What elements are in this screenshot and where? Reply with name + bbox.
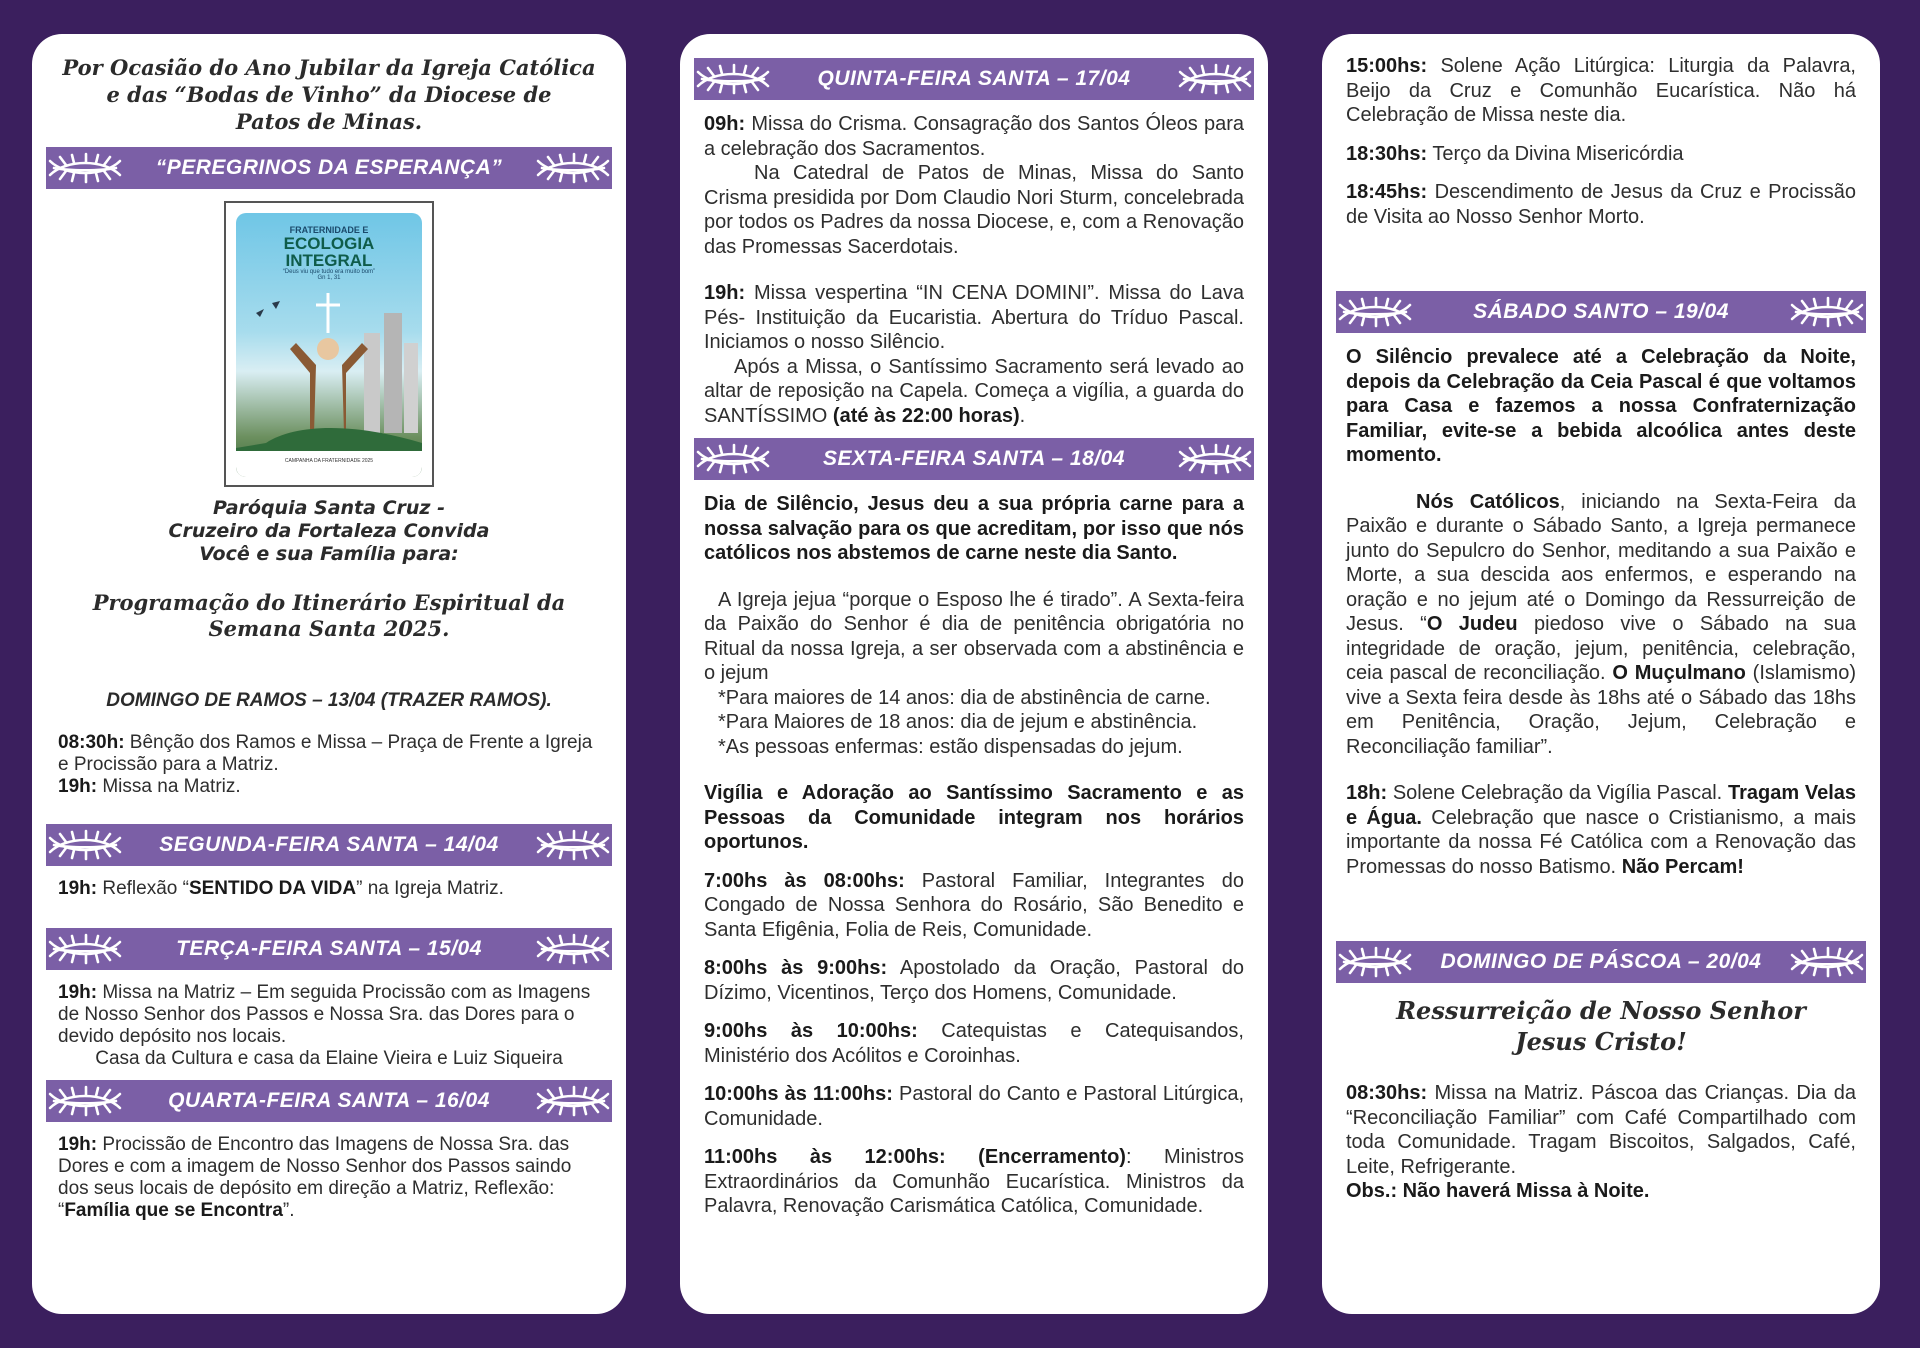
sexta-continued — [1336, 48, 1866, 229]
paragraph — [704, 281, 1244, 355]
schedule-entry — [704, 1019, 1244, 1068]
schedule-entry — [704, 1145, 1244, 1219]
paragraph: Na Catedral de Patos de Minas, Missa do Santo Crisma presidida por Dom Claudio Nori Sturm, concelebrada por todos os Padres da nossa Diocese, e, com a Renovação das Promessas Sacerdotais. — [704, 162, 1244, 258]
domingo-content — [1336, 1081, 1866, 1204]
banner-quarta — [46, 1080, 612, 1122]
headline-line: Ressurreição de Nosso Senhor — [1396, 996, 1806, 1025]
saint-francis-illustration — [236, 273, 422, 473]
entry-time: 08:30h: — [58, 732, 125, 753]
entry-text: Bênção dos Ramos e Missa – Praça de Frente a Igreja e Procissão para a Matriz. — [58, 732, 593, 775]
poster-title: ECOLOGIA — [283, 234, 375, 253]
poster-title: INTEGRAL — [285, 251, 373, 270]
panel-right — [1322, 34, 1880, 1314]
entry-text: Missa na Matriz. Páscoa das Crianças. Dia da “Reconciliação Familiar” com Café Compartilhado com toda Comunidade. Tragam Biscoitos, Salgados, Café, Leite, Refrigerante. — [1346, 1082, 1856, 1178]
sexta-intro: Dia de Silêncio, Jesus deu a sua própria carne para a nossa salvação para os que acreditam, por isso que nós católicos nos abstemos de carne neste dia Santo. — [704, 493, 1244, 564]
schedule-entry — [58, 776, 600, 798]
observation-note: Obs.: Não haverá Missa à Noite. — [1346, 1180, 1650, 1202]
crown-of-thorns-icon — [1336, 295, 1414, 329]
entry-text: Solene Ação Litúrgica: Liturgia da Palavra, Beijo da Cruz e Comunhão Eucarística. Não há Celebração de Missa neste dia. — [1346, 55, 1856, 126]
program-heading — [46, 590, 612, 642]
banner-sexta — [694, 438, 1254, 480]
crown-of-thorns-icon — [46, 828, 124, 862]
banner-title: DOMINGO DE PÁSCOA – 20/04 — [1440, 950, 1762, 973]
entry-text: Catequistas e Catequisandos, Ministério dos Acólitos e Coroinhas. — [704, 1020, 1244, 1067]
entry-bold: Nós Católicos — [1416, 490, 1560, 513]
entry-text: Apostolado da Oração, Pastoral do Dízimo, Vicentinos, Terço dos Homens, Comunidade. — [704, 957, 1244, 1004]
entry-text: Procissão de Encontro das Imagens de Nossa Sra. das Dores e com a imagem de Nosso Senhor dos Passos saindo dos seus locais de depósito em direção a Matriz, Reflexão: “ — [58, 1134, 572, 1221]
program-line: Programação do Itinerário Espiritual da — [92, 590, 566, 615]
entry-text: Solene Celebração da Vigília Pascal. — [1387, 782, 1728, 804]
entry-text: . — [1019, 404, 1026, 427]
entry-bold: O Judeu — [1426, 613, 1518, 635]
intro-line: e das “Bodas de Vinho” da Diocese de — [106, 82, 552, 107]
paragraph — [704, 112, 1244, 161]
banner-quinta — [694, 58, 1254, 100]
schedule-entry — [1346, 54, 1856, 128]
entry-text: Missa na Matriz – Em seguida Procissão com as Imagens de Nosso Senhor dos Passos e Nossa Sra. das Dores para o devido depósito nos locais. — [58, 982, 591, 1047]
parish-line: Você e sua Família para: — [199, 543, 459, 565]
entry-text: ”. — [282, 1200, 295, 1221]
entry-text: Pastoral do Canto e Pastoral Litúrgica, Comunidade. — [704, 1083, 1244, 1130]
banner-terca — [46, 928, 612, 970]
entry-text: Pastoral Familiar, Integrantes do Congado de Nossa Senhora do Rosário, São Benedito e Santa Efigênia, Folia de Reis, Comunidade. — [704, 869, 1244, 941]
entry-text: Reflexão “ — [97, 878, 189, 899]
entry-time: 10:00hs às 11:00hs: — [704, 1083, 893, 1105]
schedule-entry — [1346, 142, 1856, 167]
crown-of-thorns-icon — [534, 932, 612, 966]
banner-peregrinos — [46, 147, 612, 189]
poster-artwork — [236, 213, 422, 477]
schedule-entry — [58, 732, 600, 776]
crown-of-thorns-icon — [1788, 945, 1866, 979]
banner-sabado — [1336, 291, 1866, 333]
banner-segunda — [46, 824, 612, 866]
entry-bold: SENTIDO DA VIDA — [188, 878, 357, 899]
entry-bold: (até às 22:00 horas) — [832, 404, 1020, 427]
entry-text: Descendimento de Jesus da Cruz e Procissão de Visita ao Nosso Senhor Morto. — [1346, 181, 1856, 228]
entry-time: 09h: — [704, 113, 746, 135]
entry-text: piedoso vive o Sábado na sua integridade de oração, jejum, penitência, celebração, ceia pascal de reconciliação. — [1346, 613, 1856, 684]
panel-middle — [680, 34, 1268, 1314]
entry-time: 18h: — [1346, 782, 1388, 804]
entry-text: ” na Igreja Matriz. — [356, 878, 504, 899]
entry-time: 9:00hs às 10:00hs: — [704, 1020, 918, 1042]
rule-item: *Para Maiores de 18 anos: dia de jejum e abstinência. — [718, 711, 1198, 733]
schedule-entry — [704, 956, 1244, 1005]
crown-of-thorns-icon — [694, 442, 772, 476]
campaign-poster — [224, 201, 434, 487]
entry-time: 19h: — [58, 982, 98, 1003]
entry-text: , iniciando na Sexta-Feira da Paixão e durante o Sábado Santo, a Igreja permanece junto do Sepulcro do Senhor, meditando a sua Paixão e Morte, a sua descida aos enfermos, e esperando na oração e no jejum até o Domingo da Ressurreição de Jesus. “ — [1346, 490, 1857, 635]
entry-time: 19h: — [58, 878, 98, 899]
sexta-content — [694, 492, 1254, 1219]
entry-bold: Tragam Velas e Água. — [1346, 782, 1856, 829]
schedule-entry — [704, 869, 1244, 943]
crown-of-thorns-icon — [694, 62, 772, 96]
entry-time: 19h: — [58, 776, 98, 797]
panel-left — [32, 34, 626, 1314]
ramos-schedule — [46, 732, 612, 798]
quarta-entry — [46, 1134, 612, 1222]
entry-text: : Ministros Extraordinários da Comunhão Eucarística. Ministros da Palavra, Renovação Carismática Católica, Comunidade. — [704, 1146, 1244, 1217]
poster-ref: Gn 1, 31 — [317, 275, 341, 281]
entry-time: 8:00hs às 9:00hs: — [704, 957, 888, 979]
crown-of-thorns-icon — [1176, 442, 1254, 476]
entry-text: Missa na Matriz. — [97, 776, 241, 797]
crown-of-thorns-icon — [534, 1084, 612, 1118]
banner-title: SEGUNDA-FEIRA SANTA – 14/04 — [159, 833, 499, 856]
entry-text: Após a Missa, o Santíssimo Sacramento será levado ao altar de reposição na Capela. Começa a vigília, a guarda do SANTÍSSIMO — [704, 355, 1244, 427]
entry-time: 11:00hs às 12:00hs: (Encerramento) — [704, 1146, 1126, 1168]
entry-time: 7:00hs às 08:00hs: — [704, 869, 905, 892]
crown-of-thorns-icon — [46, 932, 124, 966]
banner-title: SEXTA-FEIRA SANTA – 18/04 — [823, 447, 1125, 470]
entry-time: 18:45hs: — [1346, 181, 1428, 203]
entry-text: Celebração que nasce o Cristianismo, a mais importante da nossa Fé Católica com a Renovação das Promessas do nosso Batismo. — [1346, 806, 1856, 878]
entry-time: 08:30hs: — [1346, 1082, 1428, 1104]
domingo-ramos-title: DOMINGO DE RAMOS – 13/04 (TRAZER RAMOS). — [106, 690, 552, 711]
entry-bold: Família que se Encontra — [64, 1200, 283, 1221]
poster-quote: “Deus viu que tudo era muito bom” — [282, 269, 376, 275]
entry-time: 15:00hs: — [1346, 55, 1428, 77]
entry-bold: O Muçulmano — [1612, 662, 1746, 684]
quinta-content — [694, 112, 1254, 428]
entry-time: 19h: — [58, 1134, 98, 1155]
parish-line: Paróquia Santa Cruz - — [213, 497, 445, 519]
crown-of-thorns-icon — [46, 1084, 124, 1118]
entry-text: (Islamismo) vive a Sexta feira desde às 18hs até o Sábado das 18hs em Penitência, Oração, Jejum, Celebração e Reconciliação familiar”. — [1346, 662, 1856, 758]
schedule-entry — [1346, 1081, 1856, 1179]
crown-of-thorns-icon — [1336, 945, 1414, 979]
parish-line: Cruzeiro da Fortaleza Convida — [168, 520, 490, 542]
poster-line: FRATERNIDADE E — [289, 225, 369, 235]
intro-heading — [46, 54, 612, 135]
vigilia-note: Vigília e Adoração ao Santíssimo Sacramento e as Pessoas da Comunidade integram nos horários oportunos. — [704, 782, 1244, 853]
banner-title: “PEREGRINOS DA ESPERANÇA” — [155, 156, 503, 179]
entry-text: Missa vespertina “IN CENA DOMINI”. Missa do Lava Pés- Instituição da Eucaristia. Abertura do Tríduo Pascal. Iniciamos o nosso Silêncio. — [704, 282, 1244, 353]
headline-line: Jesus Cristo! — [1515, 1027, 1687, 1056]
program-line: Semana Santa 2025. — [208, 616, 450, 641]
banner-title: QUARTA-FEIRA SANTA – 16/04 — [168, 1089, 490, 1112]
segunda-entry — [46, 878, 612, 900]
parish-invite — [46, 497, 612, 566]
intro-line: Patos de Minas. — [235, 109, 423, 134]
terca-places: Casa da Cultura e casa da Elaine Vieira e Luiz Siqueira — [95, 1048, 563, 1069]
banner-title: QUINTA-FEIRA SANTA – 17/04 — [817, 67, 1131, 90]
paragraph — [704, 355, 1244, 429]
poster-footer: CAMPANHA DA FRATERNIDADE 2025 — [236, 451, 422, 477]
paragraph — [1346, 781, 1856, 879]
crown-of-thorns-icon — [1788, 295, 1866, 329]
banner-title: TERÇA-FEIRA SANTA – 15/04 — [176, 937, 482, 960]
crown-of-thorns-icon — [46, 151, 124, 185]
schedule-entry — [704, 1082, 1244, 1131]
terca-entry — [46, 982, 612, 1070]
resurrection-headline — [1336, 995, 1866, 1057]
rule-item: *Para maiores de 14 anos: dia de abstinência de carne. — [718, 686, 1211, 709]
entry-time: 19h: — [704, 282, 746, 304]
banner-domingo-pascoa — [1336, 941, 1866, 983]
entry-text: Missa do Crisma. Consagração dos Santos Óleos para a celebração dos Sacramentos. — [704, 113, 1244, 160]
rule-item: *As pessoas enfermas: estão dispensadas do jejum. — [718, 735, 1183, 758]
entry-text: Terço da Divina Misericórdia — [1427, 142, 1684, 165]
banner-title: SÁBADO SANTO – 19/04 — [1473, 300, 1729, 323]
crown-of-thorns-icon — [534, 151, 612, 185]
paragraph: A Igreja jejua “porque o Esposo lhe é tirado”. A Sexta-feira da Paixão do Senhor é dia de penitência obrigatória no Ritual da nossa Igreja, a ser observada com a abstinência e o jejum — [704, 588, 1244, 684]
entry-bold: Não Percam! — [1621, 855, 1744, 878]
sabado-intro: O Silêncio prevalece até a Celebração da Noite, depois da Celebração da Ceia Pascal é que voltamos para Casa e fazemos a nossa Confraternização Familiar, evite-se a bebida alcoólica antes deste momento. — [1346, 346, 1856, 466]
sabado-content — [1336, 345, 1866, 879]
entry-time: 18:30hs: — [1346, 142, 1428, 165]
intro-line: Por Ocasião do Ano Jubilar da Igreja Católica — [62, 55, 596, 80]
paragraph — [1346, 490, 1856, 760]
crown-of-thorns-icon — [1176, 62, 1254, 96]
crown-of-thorns-icon — [534, 828, 612, 862]
schedule-entry — [1346, 180, 1856, 229]
